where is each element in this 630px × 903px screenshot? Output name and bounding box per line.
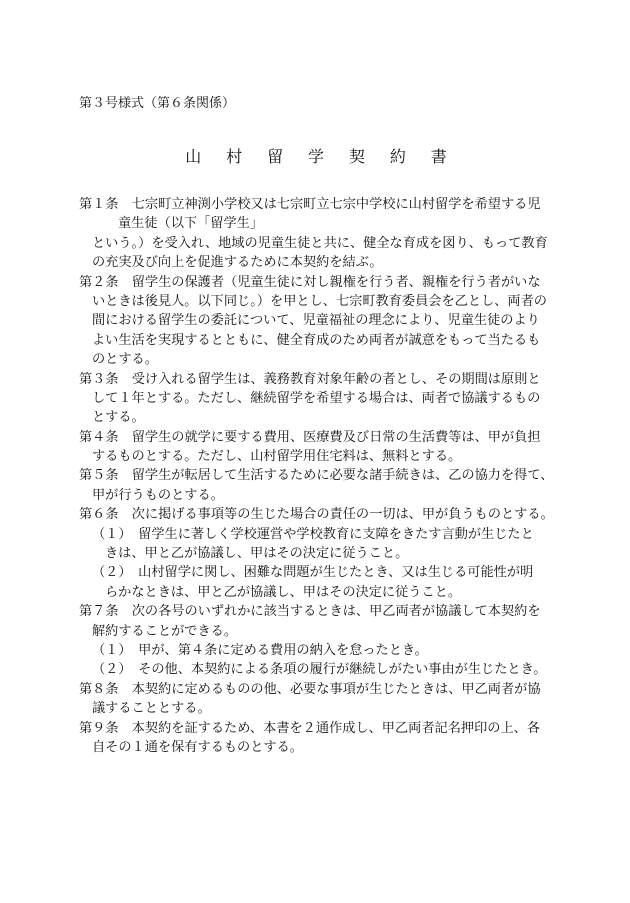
- article-item-line: きは、甲と乙が協議し、甲はその決定に従うこと。: [105, 546, 409, 562]
- article-line: 第３条 受け入れる留学生は、義務教育対象年齢の者とし、その期間は原則と: [79, 371, 541, 387]
- article-line: するものとする。ただし、山村留学用住宅料は、無料とする。: [92, 449, 462, 465]
- article-line: 間における留学生の委託について、児童福祉の理念により、児童生徒のより: [92, 313, 540, 329]
- article-6: [79, 505, 559, 602]
- form-number-label: 第３号様式（第６条関係）: [79, 96, 236, 111]
- article-line: 童生徒（以下「留学生」: [118, 216, 264, 232]
- document-title: 山 村 留 学 契 約 書: [185, 147, 457, 166]
- article-line: のとする。: [92, 352, 158, 368]
- article-line: 甲が行うものとする。: [92, 487, 224, 503]
- article-item: （２） 山村留学に関し、困難な問題が生じたとき、又は生じる可能性が明: [92, 565, 534, 581]
- article-4: [79, 428, 559, 467]
- article-item: （２） その他、本契約による条項の履行が継続しがたい事由が生じたとき。: [92, 662, 547, 678]
- article-line: 第１条 七宗町立神渕小学校又は七宗町立七宗中学校に山村留学を希望する児: [79, 197, 541, 212]
- article-line: 第８条 本契約に定めるものの他、必要な事項が生じたときは、甲乙両者が協: [79, 681, 541, 697]
- article-line: 議することとする。: [92, 701, 211, 717]
- article-line: 第２条 留学生の保護者（児童生徒に対し親権を行う者、親権を行う者がいな: [79, 274, 541, 290]
- article-line: して１年とする。ただし、継続留学を希望する場合は、両者で協議するもの: [92, 390, 541, 406]
- article-9: [79, 719, 559, 758]
- article-line: 解約することができる。: [92, 623, 238, 639]
- article-item: （１） 留学生に著しく学校運営や学校教育に支障をきたす言動が生じたと: [92, 526, 534, 542]
- article-5: [79, 466, 559, 505]
- article-item-line: らかなときは、甲と乙が協議し、甲はその決定に従うこと。: [105, 584, 462, 600]
- article-line: 第４条 留学生の就学に要する費用、医療費及び日常の生活費等は、甲が負担: [79, 429, 541, 445]
- article-item: （１） 甲が、第４条に定める費用の納入を怠ったとき。: [92, 642, 428, 658]
- article-3: [79, 370, 559, 428]
- article-line: という。）を受入れ、地域の児童生徒と共に、健全な育成を図り、もって教育: [92, 235, 548, 251]
- article-line: 第５条 留学生が転居して生活するために必要な諸手続きは、乙の協力を得て、: [79, 468, 554, 484]
- article-line: 第７条 次の各号のいずれかに該当するときは、甲乙両者が協議して本契約を: [79, 604, 541, 620]
- article-line: よい生活を実現するとともに、健全育成のため両者が誠意をもって当たるも: [92, 332, 541, 348]
- article-line: の充実及び向上を促進するために本契約を結ぶ。: [92, 255, 383, 271]
- article-line: 自その１通を保有するものとする。: [92, 739, 303, 755]
- article-line: 第９条 本契約を証するため、本書を２通作成し、甲乙両者記名押印の上、各: [79, 720, 541, 736]
- article-line: とする。: [92, 410, 145, 426]
- article-8: [79, 680, 559, 719]
- article-line: いときは後見人。以下同じ。）を甲とし、七宗町教育委員会を乙とし、両者の: [92, 293, 547, 309]
- article-2: [79, 273, 559, 370]
- article-1: [79, 195, 559, 273]
- article-line: 第６条 次に掲げる事項等の生じた場合の責任の一切は、甲が負うものとする。: [79, 507, 554, 523]
- contract-articles: [79, 195, 559, 757]
- article-7: [79, 602, 559, 680]
